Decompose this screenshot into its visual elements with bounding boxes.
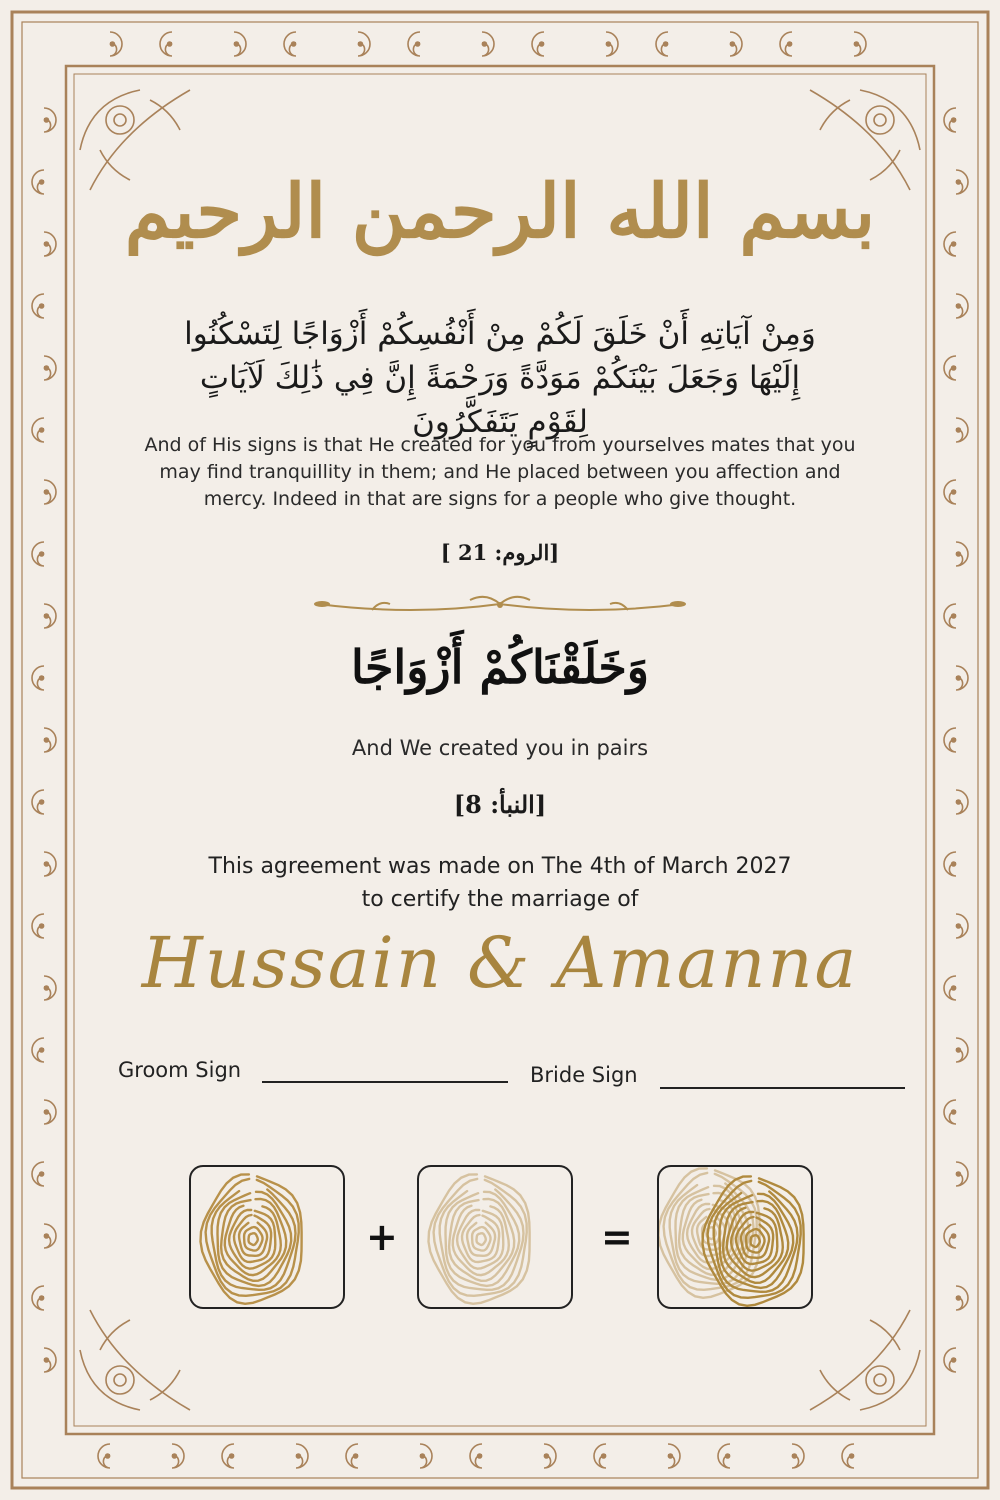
combined-fingerprint-box[interactable] [657, 1165, 813, 1309]
bismillah-calligraphy: بسم الله الرحمن الرحيم [124, 169, 876, 255]
fingerprint-icon [419, 1167, 571, 1307]
verse2-translation: And We created you in pairs [351, 736, 649, 760]
verse2-arabic: وَخَلَقْنَاكُمْ أَزْوَاجًا [350, 640, 649, 694]
agreement-line: This agreement was made on The 4th of March 2027 [208, 854, 792, 879]
verse-arabic: وَمِنْ آيَاتِهِ أَنْ خَلَقَ لَكُمْ مِنْ أَنْفُسِكُمْ أَزْوَاجًا لِتَسْكُنُوا إِلَيْهَا وَجَعَلَ بَيْنَكُمْ مَوَدَّةً وَرَحْمَةً إِنَّ فِي ذَٰلِكَ لَآيَاتٍ لِقَوْمٍ يَتَفَكَّرُونَ [184, 316, 816, 440]
ornament-divider [312, 590, 688, 624]
bride-fingerprint-box[interactable] [417, 1165, 573, 1309]
couple-names: Hussain & Amanna [141, 922, 859, 1004]
groom-sign-line[interactable] [262, 1081, 508, 1083]
equals-sign: = [601, 1215, 633, 1259]
groom-fingerprint-box[interactable] [189, 1165, 345, 1309]
verse-reference: [الروم: 21 ] [440, 540, 560, 565]
plus-sign: + [366, 1215, 398, 1259]
groom-sign-label: Groom Sign [118, 1058, 242, 1082]
verse2-reference: [النبأ: 8] [453, 790, 547, 819]
combined-fingerprint-icon [659, 1167, 811, 1307]
agreement-line-2: to certify the marriage of [361, 887, 639, 912]
bride-sign-line[interactable] [660, 1087, 905, 1089]
fingerprint-icon [191, 1167, 343, 1307]
bride-sign-label: Bride Sign [530, 1063, 638, 1087]
verse-translation: And of His signs is that He created for you from yourselves mates that you may find tranquillity in them; and He placed between you affection and mercy. Indeed in that are signs for a people who give thought. [144, 434, 856, 510]
